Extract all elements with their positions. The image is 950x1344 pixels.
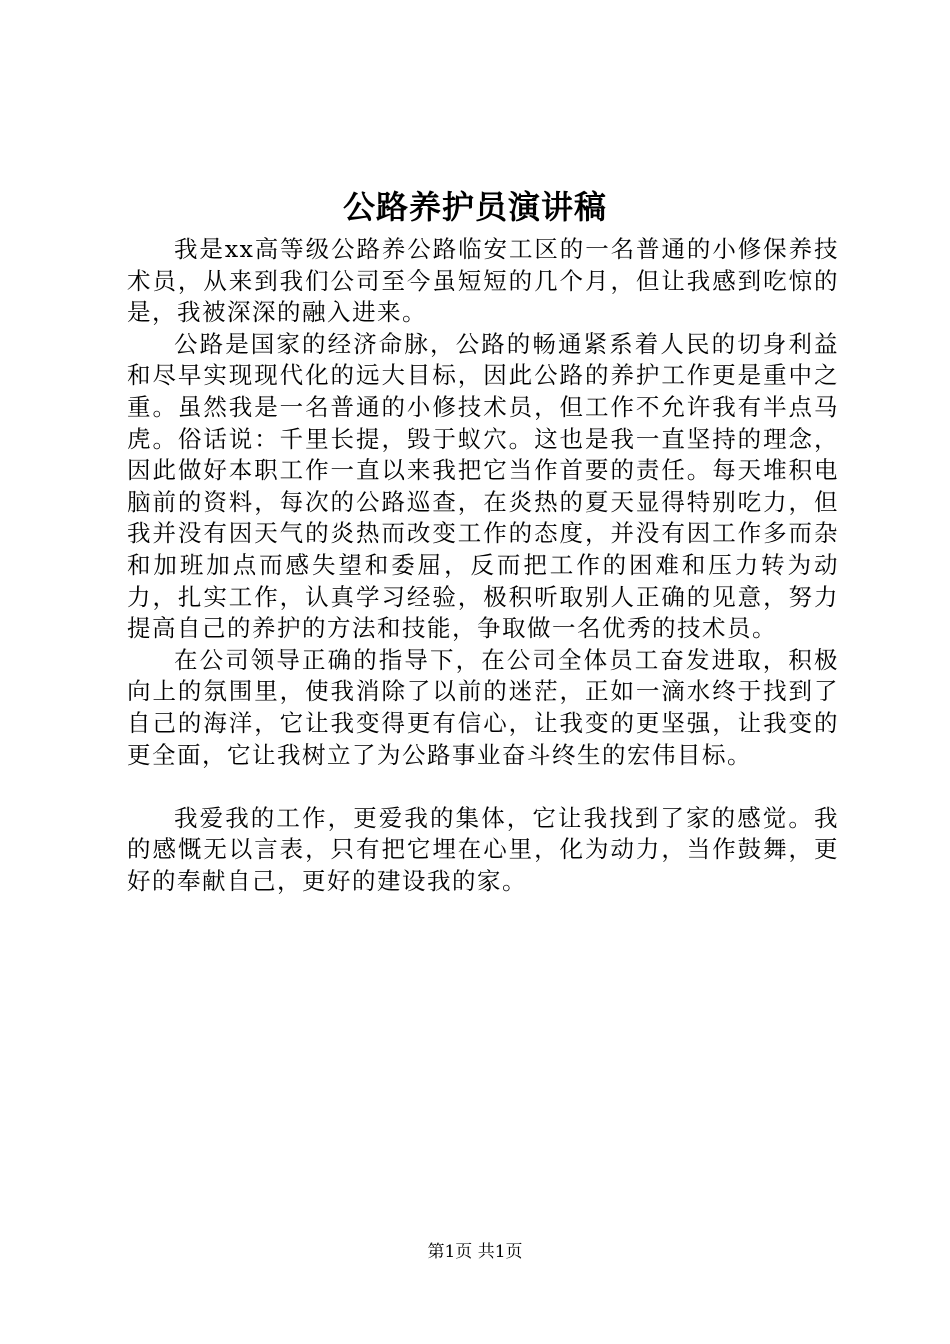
paragraph-3: 在公司领导正确的指导下，在公司全体员工奋发进取，积极向上的氛围里，使我消除了以前的迷茫，正如一滴水终于找到了自己的海洋，它让我变得更有信心，让我变的更坚强，让我变的更全面，它让我树立了为公路事业奋斗终生的宏伟目标。 <box>127 645 839 769</box>
page-footer: 第1页 共1页 <box>427 1242 523 1262</box>
paragraph-1: 我是xx高等级公路养公路临安工区的一名普通的小修保养技术员，从来到我们公司至今虽短短的几个月，但让我感到吃惊的是，我被深深的融入进来。 <box>127 235 839 327</box>
document-body <box>127 234 839 897</box>
paragraph-2: 公路是国家的经济命脉，公路的畅通紧系着人民的切身利益和尽早实现现代化的远大目标，因此公路的养护工作更是重中之重。虽然我是一名普通的小修技术员，但工作不允许我有半点马虎。俗话说：千里长提，毁于蚁穴。这也是我一直坚持的理念，因此做好本职工作一直以来我把它当作首要的责任。每天堆积电脑前的资料，每次的公路巡查，在炎热的夏天显得特别吃力，但我并没有因天气的炎热而改变工作的态度，并没有因工作多而杂和加班加点而感失望和委屈，反而把工作的困难和压力转为动力，扎实工作，认真学习经验，极积听取别人正确的见意，努力提高自己的养护的方法和技能，争取做一名优秀的技术员。 <box>127 329 839 643</box>
paragraph-4: 我爱我的工作，更爱我的集体，它让我找到了家的感觉。我的感慨无以言表，只有把它埋在心里，化为动力，当作鼓舞，更好的奉献自己，更好的建设我的家。 <box>127 803 839 895</box>
document-title: 公路养护员演讲稿 <box>342 188 607 226</box>
